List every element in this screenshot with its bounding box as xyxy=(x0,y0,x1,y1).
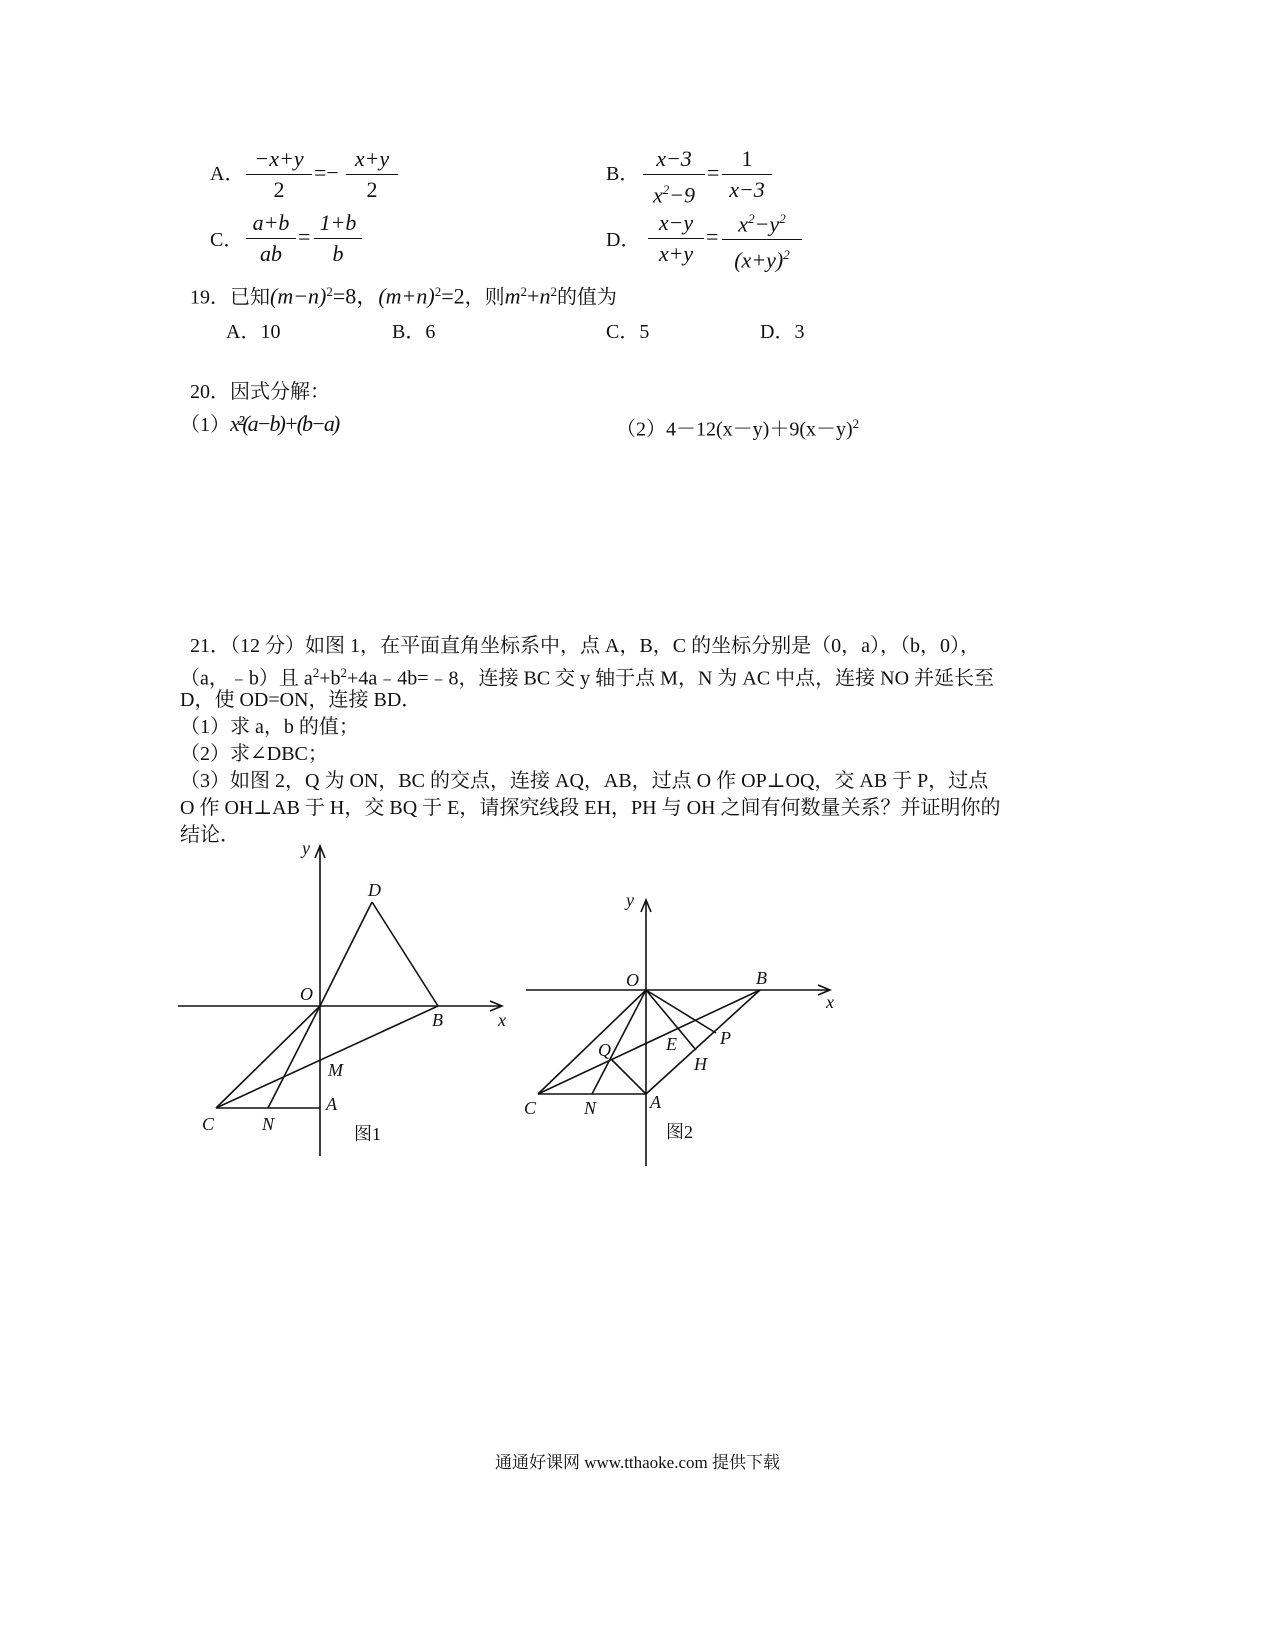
fig2-label-n: N xyxy=(584,1098,597,1118)
fig1-label-o: O xyxy=(300,984,313,1004)
fig2-label-c: C xyxy=(524,1098,537,1118)
fig2-segment-ab xyxy=(646,990,760,1094)
q21-line-1: 21．（12 分）如图 1，在平面直角坐标系中，点 A，B，C 的坐标分别是（0，a），（b，0）， xyxy=(190,635,980,657)
fig1-segment-no xyxy=(268,1006,320,1108)
q21-part-2: （2）求∠DBC； xyxy=(180,743,328,765)
fig2-segment-qa xyxy=(612,1060,646,1094)
option-b-left-fraction: $\frac{x-3}{x^2-9}$ xyxy=(643,146,705,208)
figure-2 xyxy=(520,890,860,1180)
q19-option-a: A．10 xyxy=(226,321,281,343)
fig1-label-d: D xyxy=(368,880,381,900)
option-c-equals: = xyxy=(298,224,311,249)
option-a-equals: =− xyxy=(314,160,339,185)
option-b-right-fraction: $\frac{1}{x-3}$ xyxy=(722,146,772,203)
page-footer: 通通好课网 www.tthaoke.com 提供下载 xyxy=(494,1453,781,1472)
q21-part-3: （3）如图 2，Q 为 ON，BC 的交点，连接 AQ，AB，过点 O 作 OP⊥OQ，交 AB 于 P，过点 xyxy=(180,770,989,792)
fig2-label-b: B xyxy=(756,968,767,988)
q20-part2: $(2)4-12(x-y)+9(x-y)^2$ xyxy=(616,416,860,441)
fig1-segment-cb xyxy=(216,1006,438,1108)
fig2-label-a: A xyxy=(650,1092,661,1112)
option-d-label: D． xyxy=(606,229,641,251)
q20-part1: （1）x²(a−b)+(b−a) xyxy=(180,411,339,436)
fig2-label-q: Q xyxy=(598,1040,611,1060)
fig2-label-h: H xyxy=(694,1054,707,1074)
option-d-equals: = xyxy=(706,224,719,249)
option-b-equals: = xyxy=(707,160,720,185)
fig1-segment-db xyxy=(372,902,438,1006)
fig1-segment-co xyxy=(216,1006,320,1108)
fig2-label-o: O xyxy=(626,970,639,990)
option-c-label: C． xyxy=(210,229,244,251)
option-c-right-fraction: $\frac{1+b}{b}$ xyxy=(314,210,362,267)
option-d-right-fraction: $\frac{x^2-y^2}{(x+y)^2}$ xyxy=(722,206,802,274)
q20-title: 20．因式分解： xyxy=(190,381,330,403)
option-a-right-fraction: $\frac{x+y}{2}$ xyxy=(346,146,398,203)
fig1-label-y: y xyxy=(302,840,310,858)
q21-line-7: O 作 OH⊥AB 于 H，交 BQ 于 E，请探究线段 EH，PH 与 OH 之间有何数量关系？并证明你的 xyxy=(180,797,1001,819)
option-d-left-fraction: $\frac{x-y}{x+y}$ xyxy=(648,210,704,267)
option-a-label: A． xyxy=(210,163,245,185)
fig2-label-x: x xyxy=(826,992,834,1012)
q21-part-1: （1）求 a，b 的值； xyxy=(180,716,359,738)
fig1-label-m: M xyxy=(328,1060,343,1080)
fig1-caption: 图1 xyxy=(354,1124,381,1144)
q19-stem: 19．已知$(m-n)^2=8$，$(m+n)^2=2$，则$m^2+n^2$的值为 xyxy=(190,283,617,309)
q21-line-2: （a，﹣b）且 $a^2+b^2+4a﹣4b=﹣8$，连接 BC 交 y 轴于点 M，N 为 AC 中点，连接 NO 并延长至 xyxy=(180,665,995,690)
option-b-label: B． xyxy=(606,163,640,185)
fig2-caption: 图2 xyxy=(666,1122,693,1142)
q21-line-3: D，使 OD=ON，连接 BD． xyxy=(180,689,422,711)
q19-option-b: B．6 xyxy=(392,321,436,343)
fig1-segment-od xyxy=(320,902,372,1006)
fig1-label-a: A xyxy=(326,1094,337,1114)
fig2-label-y: y xyxy=(626,890,634,910)
fig1-label-b: B xyxy=(432,1010,443,1030)
q19-option-c: C．5 xyxy=(606,321,650,343)
fig2-label-e: E xyxy=(666,1034,677,1054)
fig1-label-n: N xyxy=(262,1114,275,1134)
q21-line-8: 结论． xyxy=(180,824,240,846)
fig1-label-x: x xyxy=(498,1010,506,1030)
option-a-left-fraction: $\frac{-x+y}{2}$ xyxy=(246,146,312,203)
figure-1 xyxy=(170,840,520,1170)
q19-option-d: D．3 xyxy=(760,321,805,343)
fig1-label-c: C xyxy=(202,1114,215,1134)
fig2-label-p: P xyxy=(720,1028,731,1048)
option-c-left-fraction: $\frac{a+b}{ab}$ xyxy=(246,210,296,267)
